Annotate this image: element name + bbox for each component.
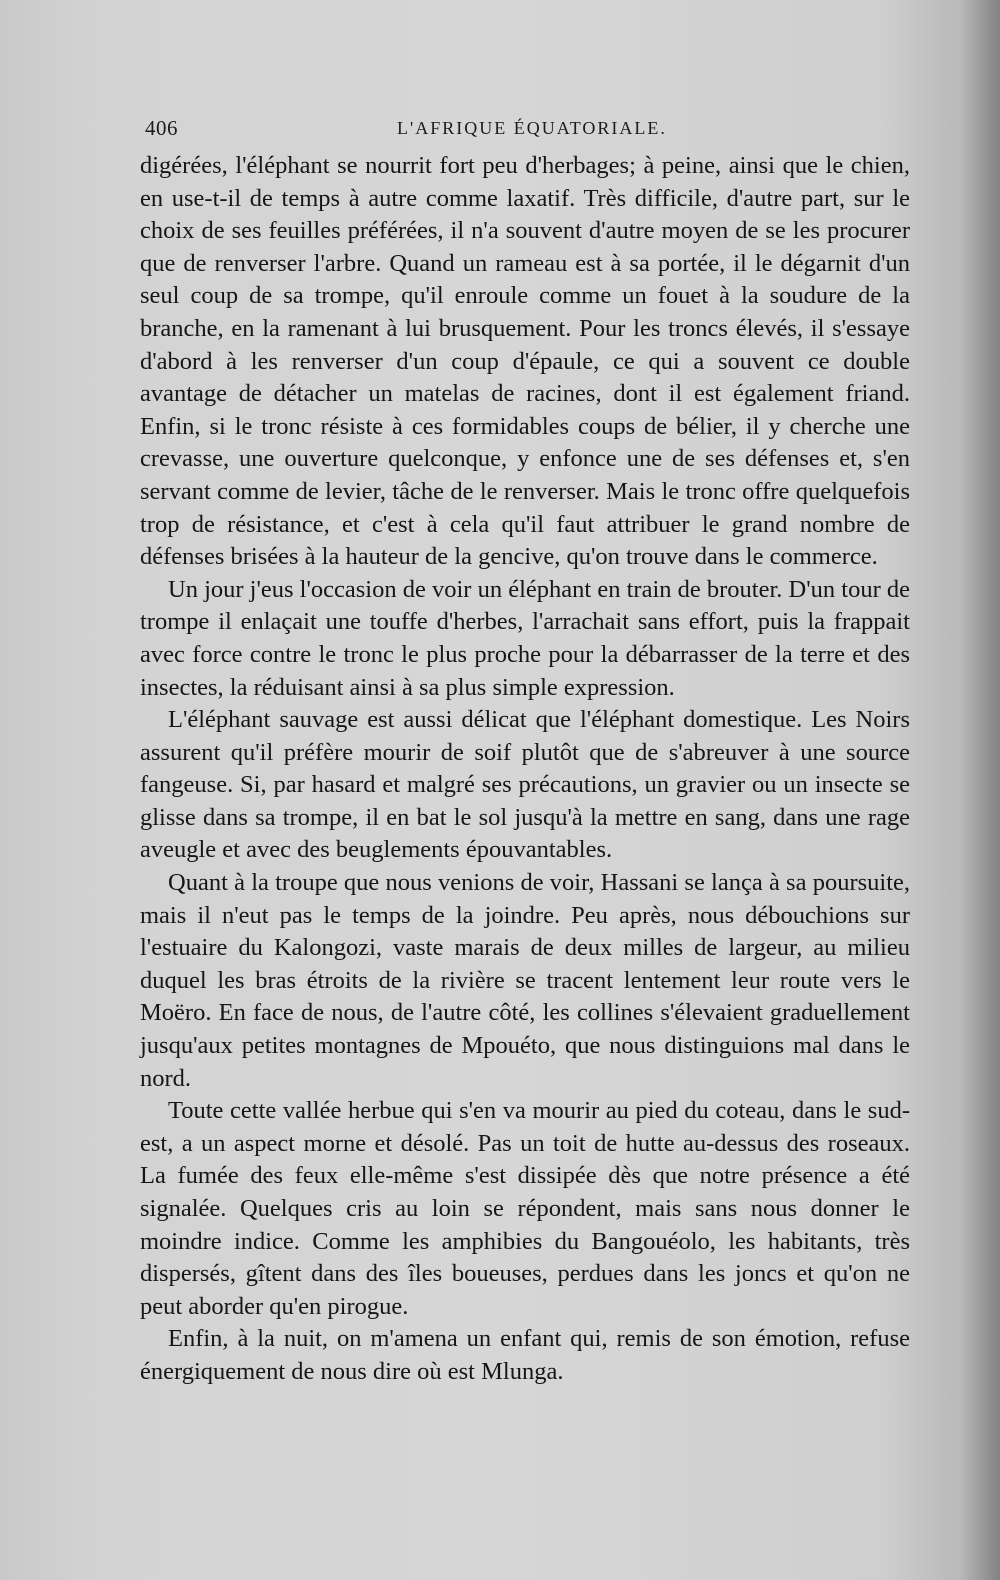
body-text	[140, 150, 910, 1389]
page-number: 406	[145, 116, 178, 140]
paragraph-night-child: Enfin, à la nuit, on m'amena un enfant qui, remis de son émotion, refuse énergiquement de nous dire où est Mlunga.	[140, 1325, 910, 1385]
paragraph-delicate-elephant: L'éléphant sauvage est aussi délicat que l'éléphant domestique. Les Noirs assurent qu'il préfère mourir de soif plutôt que de s'abreuver à une source fangeuse. Si, par hasard et malgré ses précautions, un gravier ou un insecte se glisse dans sa trompe, il en bat le sol jusqu'à la mettre en sang, dans une rage aveugle et avec des beuglements épouvantables.	[140, 706, 910, 864]
running-title: L'AFRIQUE ÉQUATORIALE.	[397, 118, 667, 138]
paragraph-browsing-elephant: Un jour j'eus l'occasion de voir un éléphant en train de brouter. D'un tour de trompe il enlaçait une touffe d'herbes, l'arrachait sans effort, puis la frappait avec force contre le tronc le plus proche pour la débarrasser de la terre et des insectes, la réduisant ainsi à sa plus simple expression.	[140, 575, 910, 701]
paragraph-continuation: digérées, l'éléphant se nourrit fort peu d'herbages; à peine, ainsi que le chien, en use-t-il de temps à autre comme laxatif. Très difficile, d'autre part, sur le choix de ses feuilles préférées, il n'a souvent d'autre moyen de se les procurer que de renverser l'arbre. Quand un rameau est à sa portée, il le dégarnit d'un seul coup de sa trompe, qu'il enroule comme un fouet à la soudure de la branche, en la ramenant à lui brusquement. Pour les troncs élevés, il s'essaye d'abord à les renverser d'un coup d'épaule, ce qui a souvent ce double avantage de détacher un matelas de racines, dont il est également friand. Enfin, si le tronc résiste à ces formidables coups de bélier, il y cherche une crevasse, une ouverture quelconque, y enfonce une de ses défenses et, s'en servant comme de levier, tâche de le renverser. Mais le tronc offre quelquefois trop de résistance, et c'est à cela qu'il faut attribuer le grand nombre de défenses brisées à la hauteur de la gencive, qu'on trouve dans le commerce.	[140, 152, 910, 571]
page-header	[145, 116, 905, 146]
paragraph-valley: Toute cette vallée herbue qui s'en va mourir au pied du coteau, dans le sud-est, a un aspect morne et désolé. Pas un toit de hutte au-dessus des roseaux. La fumée des feux elle-même s'est dissipée dès que notre présence a été signalée. Quelques cris au loin se répondent, mais sans nous donner le moindre indice. Comme les amphibies du Bangouéolo, les habitants, très dispersés, gîtent dans des îles boueuses, perdues dans les joncs et qu'on ne peut aborder qu'en pirogue.	[140, 1097, 910, 1320]
paragraph-kalongozi-estuary: Quant à la troupe que nous venions de voir, Hassani se lança à sa poursuite, mais il n'eut pas le temps de la joindre. Peu après, nous débouchions sur l'estuaire du Kalongozi, vaste marais de deux milles de largeur, au milieu duquel les bras étroits de la rivière se tracent lentement leur route vers le Moëro. En face de nous, de l'autre côté, les collines s'élevaient graduellement jusqu'aux petites montagnes de Mpouéto, que nous distinguions mal dans le nord.	[140, 869, 910, 1092]
